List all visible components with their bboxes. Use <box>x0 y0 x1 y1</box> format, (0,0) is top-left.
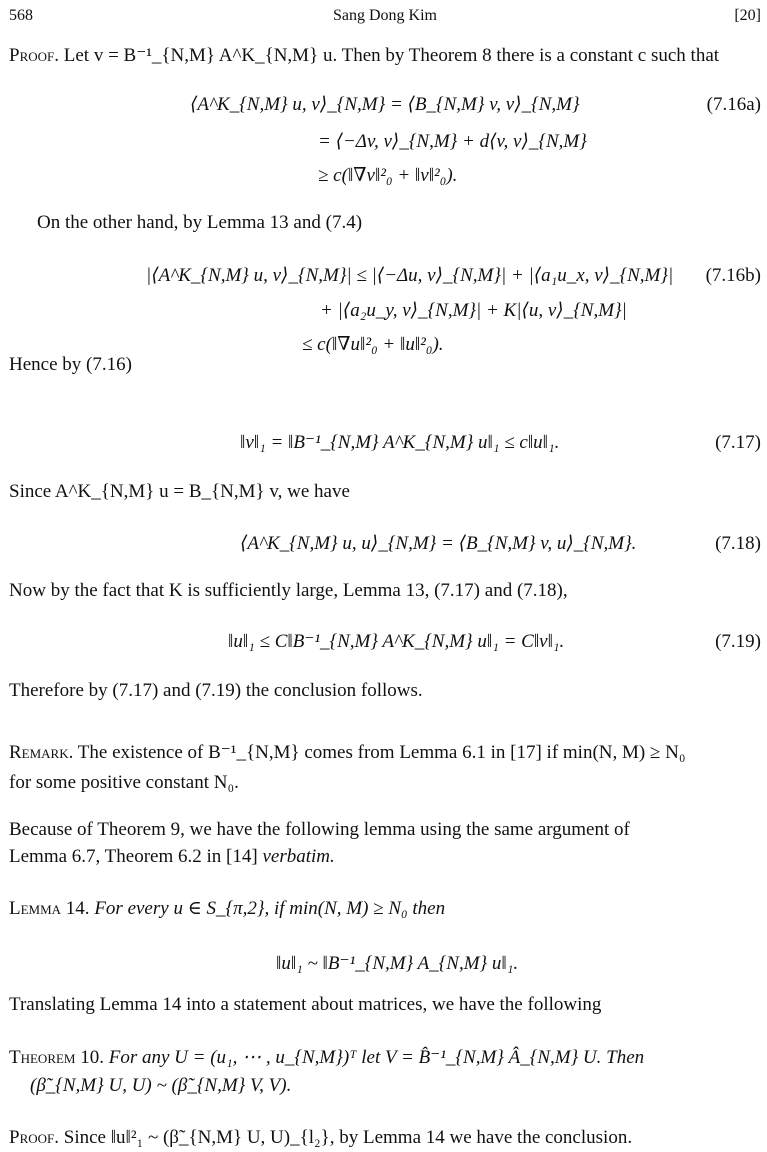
equation-number-7-17: (7.17) <box>715 432 761 453</box>
text-since: Since A^K_{N,M} u = B_{N,M} v, we have <box>9 481 350 502</box>
text-hence: Hence by (7.16) <box>9 354 132 375</box>
remark-label: Remark. <box>9 742 74 763</box>
equation-number-7-18: (7.18) <box>715 533 761 554</box>
equation-number-7-19: (7.19) <box>715 631 761 652</box>
because-line-1: Because of Theorem 9, we have the following lemma using the same argument of <box>9 819 630 840</box>
equation-7-16a-line-2: = ⟨−Δv, v⟩_{N,M} + d⟨v, v⟩_{N,M} <box>318 131 587 152</box>
theorem-10-line-1 <box>9 1046 761 1070</box>
theorem-label: Theorem 10. <box>9 1047 104 1068</box>
lemma-14-statement <box>9 897 761 921</box>
proof-paragraph-1 <box>9 44 761 68</box>
remark-line-1 <box>9 741 761 765</box>
remark-line-2: for some positive constant N₀. <box>9 772 239 793</box>
because-line-2 <box>9 845 761 869</box>
equation-7-19: ‖u‖₁ ≤ C‖B⁻¹_{N,M} A^K_{N,M} u‖₁ = C‖v‖₁. <box>228 631 565 652</box>
equation-7-16a-line-3: ≥ c(‖∇v‖²₀ + ‖v‖²₀). <box>318 165 458 186</box>
verbatim-emphasis: verbatim. <box>262 846 335 867</box>
remark-text: The existence of B⁻¹_{N,M} comes from Lemma 6.1 in [17] if min(N, M) ≥ N₀ <box>77 742 686 763</box>
equation-7-16b-line-1: |⟨A^K_{N,M} u, v⟩_{N,M}| ≤ |⟨−Δu, v⟩_{N,M}| + |⟨a₁u_x, v⟩_{N,M}| <box>146 265 674 286</box>
because-text: Lemma 6.7, Theorem 6.2 in [14] <box>9 846 258 867</box>
proof-paragraph-2 <box>9 1126 761 1150</box>
proof-text: Let v = B⁻¹_{N,M} A^K_{N,M} u. Then by Theorem 8 there is a constant c such that <box>63 45 720 66</box>
equation-7-16b-line-3: ≤ c(‖∇u‖²₀ + ‖u‖²₀). <box>302 334 444 355</box>
text-now: Now by the fact that K is sufficiently large, Lemma 13, (7.17) and (7.18), <box>9 580 568 601</box>
equation-7-16b-line-2: + |⟨a₂u_y, v⟩_{N,M}| + K|⟨u, v⟩_{N,M}| <box>320 300 627 321</box>
lemma-14-equation: ‖u‖₁ ~ ‖B⁻¹_{N,M} A_{N,M} u‖₁. <box>276 953 519 974</box>
theorem-10-line-2: (β̃_{N,M} U, U) ~ (β̃_{N,M} V, V). <box>30 1075 292 1096</box>
equation-number-7-16a: (7.16a) <box>706 94 761 115</box>
section-number: [20] <box>734 7 761 24</box>
equation-number-7-16b: (7.16b) <box>705 265 761 286</box>
equation-7-17: ‖v‖₁ = ‖B⁻¹_{N,M} A^K_{N,M} u‖₁ ≤ c‖u‖₁. <box>240 432 560 453</box>
page-number: 568 <box>9 7 33 24</box>
equation-7-16a-line-1: ⟨A^K_{N,M} u, v⟩_{N,M} = ⟨B_{N,M} v, v⟩_{N,M} <box>190 94 580 115</box>
lemma-label: Lemma 14. <box>9 898 90 919</box>
proof-label: Proof. <box>9 45 59 66</box>
theorem-text: For any U = (u₁, ⋯ , u_{N,M})ᵀ let V = B̂⁻¹_{N,M} Â_{N,M} U. Then <box>108 1047 645 1068</box>
lemma-text: For every u ∈ S_{π,2}, if min(N, M) ≥ N₀ then <box>94 898 446 919</box>
text-translating: Translating Lemma 14 into a statement about matrices, we have the following <box>9 994 602 1015</box>
text-therefore: Therefore by (7.17) and (7.19) the conclusion follows. <box>9 680 423 701</box>
equation-7-18: ⟨A^K_{N,M} u, u⟩_{N,M} = ⟨B_{N,M} v, u⟩_{N,M}. <box>240 533 637 554</box>
proof-label-2: Proof. <box>9 1127 59 1148</box>
author-name: Sang Dong Kim <box>333 7 437 24</box>
proof-text-2: Since ‖u‖²₁ ~ (β̃_{N,M} U, U)_{l₂}, by Lemma 14 we have the conclusion. <box>63 1127 633 1148</box>
text-other-hand: On the other hand, by Lemma 13 and (7.4) <box>37 212 363 233</box>
